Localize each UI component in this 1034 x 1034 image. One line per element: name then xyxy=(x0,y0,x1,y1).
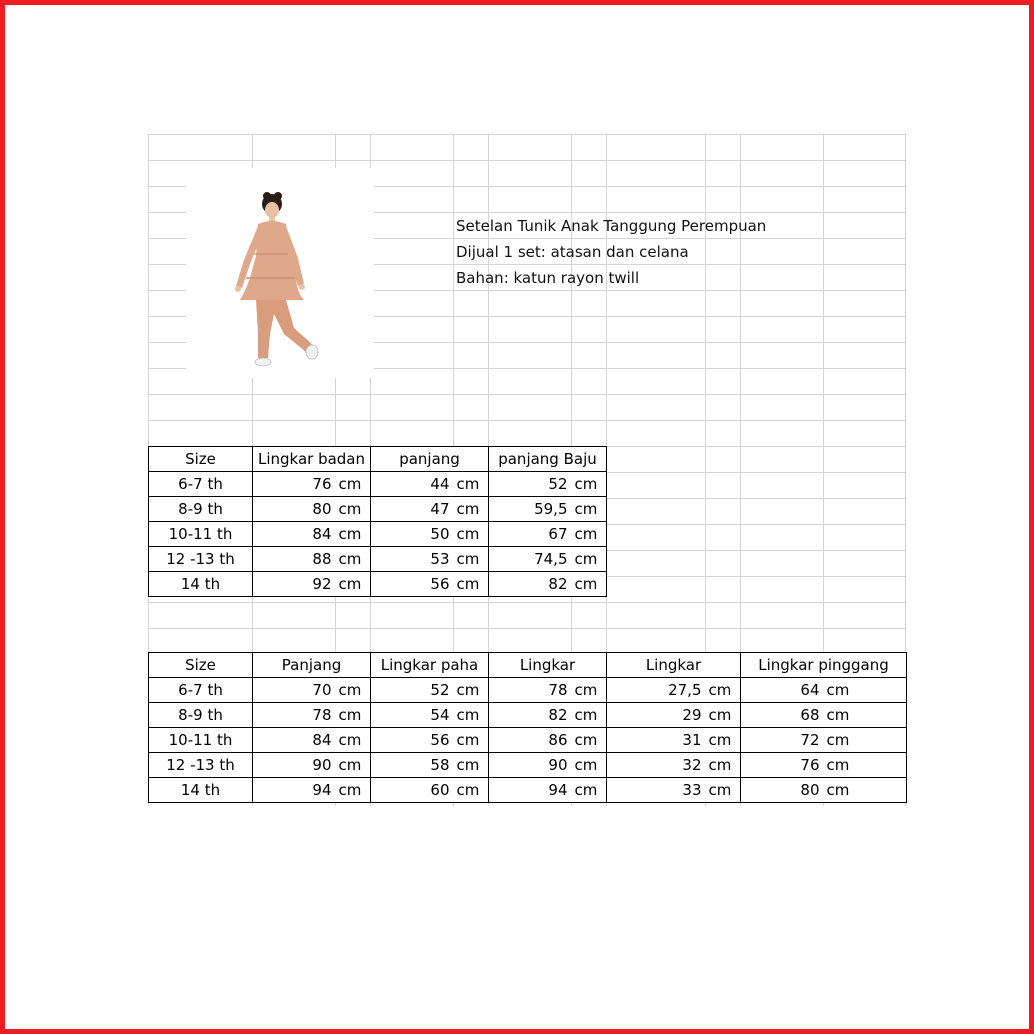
unit-cell: cm xyxy=(706,778,741,803)
value-cell: 64 xyxy=(741,678,824,703)
unit-cell: cm xyxy=(572,572,607,597)
value-cell: 58 xyxy=(371,753,454,778)
table-row xyxy=(149,703,907,728)
unit-cell: cm xyxy=(824,728,907,753)
table-row xyxy=(149,472,607,497)
value-cell: 82 xyxy=(489,572,572,597)
top-size-table xyxy=(148,446,607,597)
unit-cell: cm xyxy=(336,572,371,597)
unit-cell: cm xyxy=(824,678,907,703)
value-cell: 52 xyxy=(371,678,454,703)
table-row xyxy=(149,778,907,803)
size-cell: 6-7 th xyxy=(149,678,253,703)
unit-cell: cm xyxy=(336,472,371,497)
unit-cell: cm xyxy=(572,703,607,728)
value-cell: 52 xyxy=(489,472,572,497)
value-cell: 76 xyxy=(741,753,824,778)
unit-cell: cm xyxy=(336,522,371,547)
unit-cell: cm xyxy=(706,753,741,778)
size-cell: 14 th xyxy=(149,778,253,803)
unit-cell: cm xyxy=(706,728,741,753)
column-header: panjang xyxy=(371,447,489,472)
column-header: panjang Baju xyxy=(489,447,607,472)
unit-cell: cm xyxy=(336,703,371,728)
size-cell: 12 -13 th xyxy=(149,547,253,572)
value-cell: 44 xyxy=(371,472,454,497)
table-header-row xyxy=(149,447,607,472)
child-model-photo xyxy=(186,168,374,378)
column-header: Lingkar paha xyxy=(371,653,489,678)
unit-cell: cm xyxy=(572,472,607,497)
value-cell: 92 xyxy=(253,572,336,597)
value-cell: 70 xyxy=(253,678,336,703)
value-cell: 84 xyxy=(253,728,336,753)
child-model-icon xyxy=(186,168,374,378)
unit-cell: cm xyxy=(572,522,607,547)
value-cell: 84 xyxy=(253,522,336,547)
value-cell: 33 xyxy=(607,778,706,803)
value-cell: 78 xyxy=(253,703,336,728)
unit-cell: cm xyxy=(824,703,907,728)
size-cell: 8-9 th xyxy=(149,703,253,728)
unit-cell: cm xyxy=(706,678,741,703)
value-cell: 90 xyxy=(489,753,572,778)
unit-cell: cm xyxy=(824,778,907,803)
value-cell: 90 xyxy=(253,753,336,778)
unit-cell: cm xyxy=(454,728,489,753)
value-cell: 56 xyxy=(371,728,454,753)
size-cell: 8-9 th xyxy=(149,497,253,522)
unit-cell: cm xyxy=(572,753,607,778)
value-cell: 56 xyxy=(371,572,454,597)
value-cell: 67 xyxy=(489,522,572,547)
column-header: Lingkar badan xyxy=(253,447,371,472)
unit-cell: cm xyxy=(454,572,489,597)
column-header: Lingkar pinggang xyxy=(741,653,907,678)
value-cell: 47 xyxy=(371,497,454,522)
size-cell: 6-7 th xyxy=(149,472,253,497)
unit-cell: cm xyxy=(336,678,371,703)
value-cell: 54 xyxy=(371,703,454,728)
unit-cell: cm xyxy=(572,547,607,572)
bottom-size-table xyxy=(148,652,907,803)
value-cell: 74,5 xyxy=(489,547,572,572)
value-cell: 59,5 xyxy=(489,497,572,522)
table-row xyxy=(149,522,607,547)
value-cell: 32 xyxy=(607,753,706,778)
unit-cell: cm xyxy=(572,497,607,522)
size-cell: 12 -13 th xyxy=(149,753,253,778)
value-cell: 86 xyxy=(489,728,572,753)
value-cell: 94 xyxy=(489,778,572,803)
table-row xyxy=(149,497,607,522)
value-cell: 80 xyxy=(741,778,824,803)
value-cell: 29 xyxy=(607,703,706,728)
unit-cell: cm xyxy=(454,547,489,572)
unit-cell: cm xyxy=(572,678,607,703)
size-cell: 14 th xyxy=(149,572,253,597)
unit-cell: cm xyxy=(572,778,607,803)
column-header: Lingkar xyxy=(489,653,607,678)
value-cell: 31 xyxy=(607,728,706,753)
column-header: Size xyxy=(149,653,253,678)
unit-cell: cm xyxy=(454,778,489,803)
unit-cell: cm xyxy=(336,547,371,572)
size-cell: 10-11 th xyxy=(149,728,253,753)
unit-cell: cm xyxy=(454,522,489,547)
unit-cell: cm xyxy=(454,472,489,497)
value-cell: 76 xyxy=(253,472,336,497)
unit-cell: cm xyxy=(824,753,907,778)
unit-cell: cm xyxy=(572,728,607,753)
table-row xyxy=(149,678,907,703)
table-row xyxy=(149,547,607,572)
value-cell: 50 xyxy=(371,522,454,547)
unit-cell: cm xyxy=(336,497,371,522)
table-header-row xyxy=(149,653,907,678)
unit-cell: cm xyxy=(706,703,741,728)
unit-cell: cm xyxy=(454,678,489,703)
unit-cell: cm xyxy=(336,778,371,803)
value-cell: 72 xyxy=(741,728,824,753)
unit-cell: cm xyxy=(336,728,371,753)
value-cell: 80 xyxy=(253,497,336,522)
table-row xyxy=(149,753,907,778)
unit-cell: cm xyxy=(336,753,371,778)
value-cell: 94 xyxy=(253,778,336,803)
value-cell: 82 xyxy=(489,703,572,728)
table-row xyxy=(149,572,607,597)
value-cell: 27,5 xyxy=(607,678,706,703)
value-cell: 53 xyxy=(371,547,454,572)
unit-cell: cm xyxy=(454,753,489,778)
product-title: Setelan Tunik Anak Tanggung Perempuan xyxy=(456,217,767,235)
unit-cell: cm xyxy=(454,497,489,522)
column-header: Lingkar xyxy=(607,653,741,678)
table-row xyxy=(149,728,907,753)
sold-as-set-text: Dijual 1 set: atasan dan celana xyxy=(456,243,689,261)
value-cell: 78 xyxy=(489,678,572,703)
column-header: Size xyxy=(149,447,253,472)
unit-cell: cm xyxy=(454,703,489,728)
size-cell: 10-11 th xyxy=(149,522,253,547)
value-cell: 60 xyxy=(371,778,454,803)
value-cell: 68 xyxy=(741,703,824,728)
value-cell: 88 xyxy=(253,547,336,572)
material-text: Bahan: katun rayon twill xyxy=(456,269,640,287)
column-header: Panjang xyxy=(253,653,371,678)
